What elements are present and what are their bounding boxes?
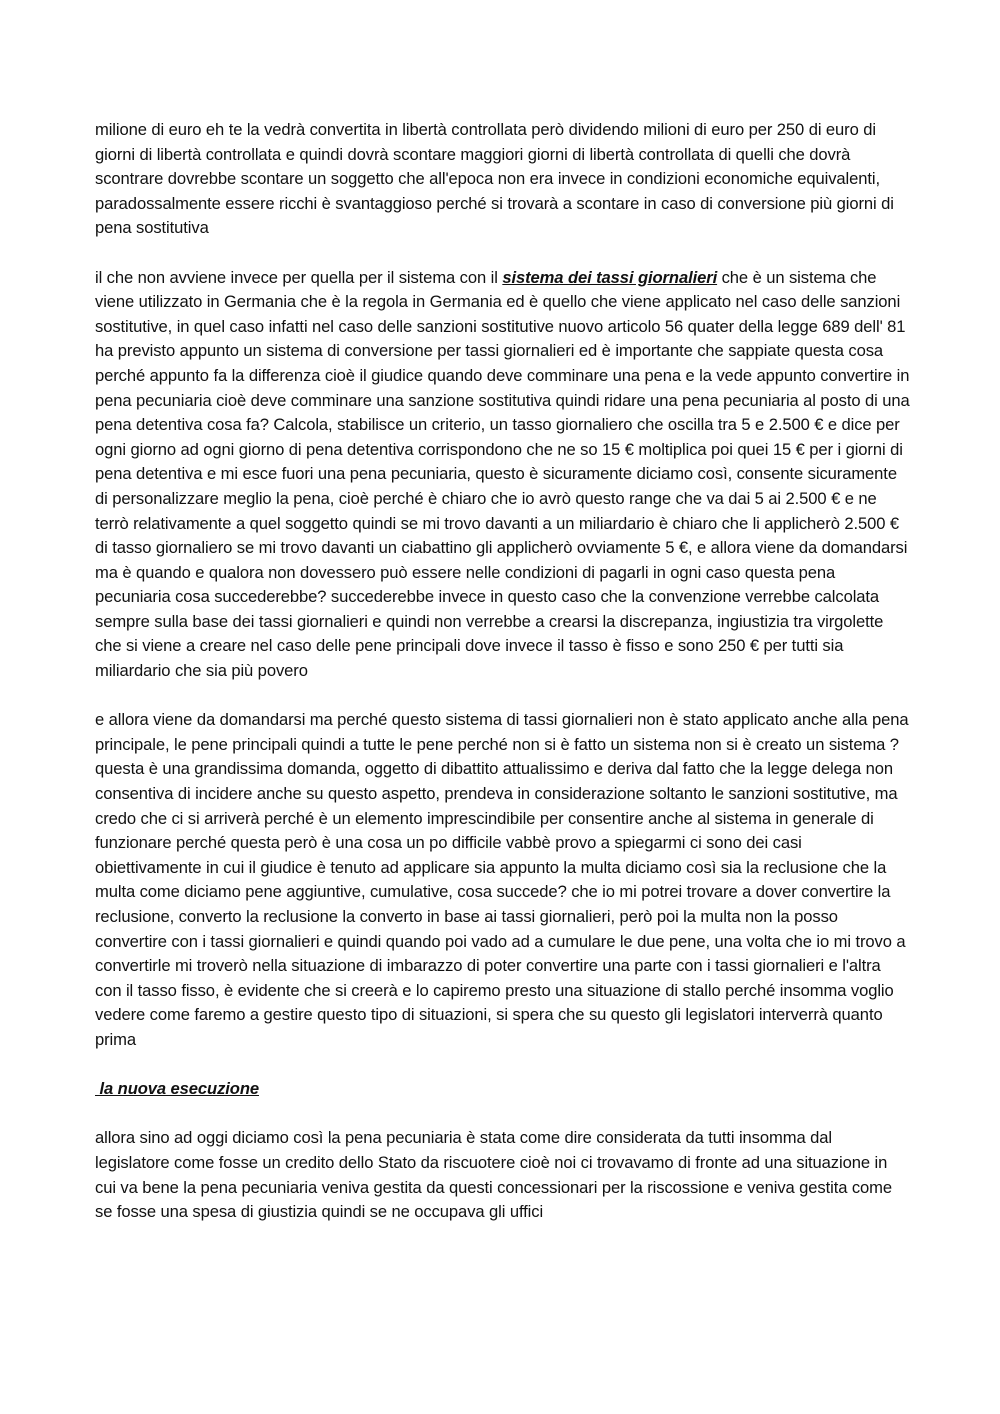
document-body bbox=[95, 118, 910, 1225]
paragraph-text: milione di euro eh te la vedrà convertita in libertà controllata però dividendo milioni di euro per 250 di euro di giorni di libertà controllata e quindi dovrà scontare maggiori giorni di libertà controllata di quelli che dovrà scontrare dovrebbe scontare un soggetto che all'epoca non era invece in condizioni economiche equivalenti, paradossalmente essere ricchi è svantaggioso perché si trovarà a scontare in caso di conversione più giorni di pena sostitutiva bbox=[95, 120, 894, 238]
paragraph-text-body: che è un sistema che viene utilizzato in Germania che è la regola in Germania ed è quello che viene applicato nel caso delle sanzioni sostitutive, in quel caso infatti nel caso delle sanzioni sostitutive nuovo articolo 56 quater della legge 689 dell' 81 ha previsto appunto un sistema di conversione per tassi giornalieri ed è importante che sappiate questa cosa perché appunto fa la differenza cioè il giudice quando deve comminare una pena e la vede appunto convertire in pena pecuniaria cioè deve comminare una sanzione sostitutiva quindi ridare una pena pecuniaria al posto di una pena detentiva cosa fa? Calcola, stabilisce un criterio, un tasso giornaliero che oscilla tra 5 e 2.500 € e dice per ogni giorno ad ogni giorno di pena detentiva corrispondono che ne so 15 € moltiplica poi quei 15 € per i giorni di pena detentiva e mi esce fuori una pena pecuniaria, questo è sicuramente diciamo così, consente sicuramente di personalizzare meglio la pena, cioè perché è chiaro che io avrò questo range che va dai 5 ai 2.500 € e ne terrò relativamente a quel soggetto quindi se mi trovo davanti a un miliardario è chiaro che li applicherò 2.500 € di tasso giornaliero se mi trovo davanti un ciabattino gli applicherò ovviamente 5 €, e allora viene da domandarsi ma è quando e qualora non dovessero può essere nelle condizioni di pagarli in ogni caso questa pena pecuniaria cosa succederebbe? succederebbe invece in questo caso che la convenzione verrebbe calcolata sempre sulla base dei tassi giornalieri e quindi non verrebbe a crearsi la discrepanza, ingiustizia tra virgolette che si viene a creare nel caso delle pene principali dove invece il tasso è fisso e sono 250 € per tutti sia miliardario che sia più povero bbox=[95, 267, 910, 681]
paragraph-conversion-wealth bbox=[95, 118, 910, 241]
paragraph-text: e allora viene da domandarsi ma perché questo sistema di tassi giornalieri non è stato applicato anche alla pena principale, le pene principali quindi a tutte le pene perché non si è fatto un sistema non si è creato un sistema ? questa è una grandissima domanda, oggetto di dibattito attualissimo e deriva dal fatto che la legge delega non consentiva di incidere anche su questo aspetto, prendeva in considerazione soltanto le sanzioni sostitutive, ma credo che ci si arriverà perché è un elemento imprescindibile per consentire anche al sistema in generale di funzionare perché questa però è una cosa un po difficile vabbè provo a spiegarmi ci sono dei casi obiettivamente in cui il giudice è tenuto ad applicare sia appunto la multa diciamo così sia la reclusione che la multa come diciamo pene aggiuntive, cumulative, cosa succede? che io mi potrei trovare a dover convertire la reclusione, converto la reclusione la converto in base ai tassi giornalieri, però poi la multa non la posso convertire con i tassi giornalieri e quindi quando poi vado ad a cumulare le due pene, una volta che io mi trovo a convertirle mi troverò nella situazione di imbarazzo di poter convertire una parte con i tassi giornalieri e l'altra con il tasso fisso, è evidente che si creerà e lo capiremo presto una situazione di stallo perché insomma voglio vedere come faremo a gestire questo tipo di situazioni, si spera che su questo gli legislatori interverrà quanto prima bbox=[95, 710, 909, 1049]
paragraph-daily-rates bbox=[95, 266, 910, 684]
paragraph-text-intro: il che non avviene invece per quella per il sistema con il bbox=[95, 267, 503, 287]
section-heading: la nuova esecuzione bbox=[95, 1079, 259, 1099]
emphasized-term: sistema dei tassi giornalieri bbox=[502, 267, 718, 287]
paragraph-main-penalty-question bbox=[95, 708, 910, 1052]
paragraph-text: allora sino ad oggi diciamo così la pena pecuniaria è stata come dire considerata da tutti insomma dal legislatore come fosse un credito dello Stato da riscuotere cioè noi ci trovavamo di fronte ad una situazione in cui va bene la pena pecuniaria veniva gestita da questi concessionari per la riscossione e veniva gestita come se fosse una spesa di giustizia quindi se ne occupava gli uffici bbox=[95, 1128, 893, 1222]
paragraph-new-execution bbox=[95, 1126, 910, 1224]
